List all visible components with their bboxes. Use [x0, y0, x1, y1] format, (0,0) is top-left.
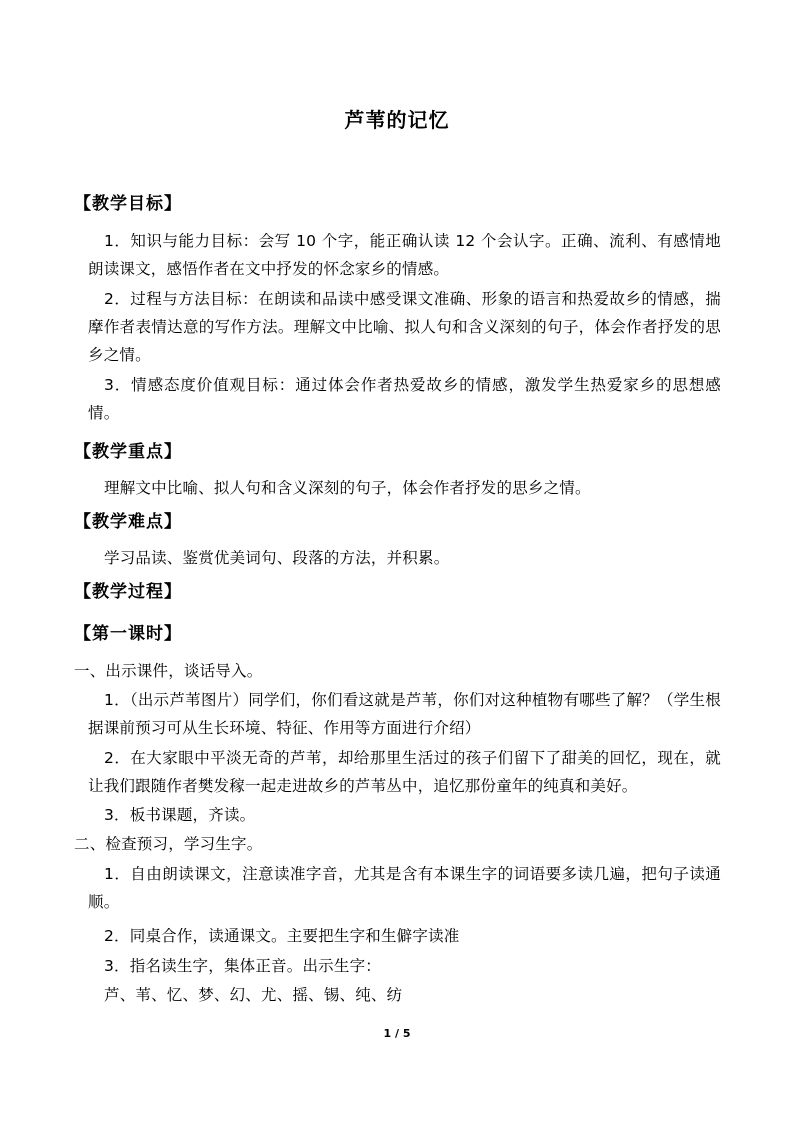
- difficulties-text: 学习品读、鉴赏优美词句、段落的方法，并积累。: [104, 549, 450, 567]
- step-1-item-3: 3．板书课题，齐读。: [104, 806, 256, 824]
- step-1-title: 一、出示课件，谈话导入。: [74, 662, 263, 680]
- step-2-item-3: 3．指名读生字，集体正音。出示生字：: [104, 957, 381, 975]
- section-heading-lesson-1: 【第一课时】: [74, 624, 182, 644]
- new-characters-list: 芦、苇、忆、梦、幻、尤、摇、锡、纯、纺: [104, 986, 403, 1004]
- step-1-item-1: 1．（出示芦苇图片）同学们，你们看这就是芦苇，你们对这种植物有哪些了解？（学生根据课前预习可从生长环境、特征、作用等方面进行介绍）: [88, 691, 721, 737]
- section-heading-key-points: 【教学重点】: [74, 442, 182, 462]
- step-2-item-2: 2．同桌合作，读通课文。主要把生字和生僻字读准: [104, 927, 460, 945]
- section-heading-objectives: 【教学目标】: [74, 194, 182, 214]
- step-2-title: 二、检查预习，学习生字。: [74, 835, 263, 853]
- objective-1-paragraph: 1．知识与能力目标：会写 10 个字，能正确认读 12 个会认字。正确、流利、有感情地朗读课文，感悟作者在文中抒发的怀念家乡的情感。: [88, 232, 721, 278]
- section-heading-process: 【教学过程】: [74, 582, 182, 602]
- section-heading-difficulties: 【教学难点】: [74, 512, 182, 532]
- page-number: 1 / 5: [383, 1027, 411, 1040]
- objective-3-paragraph: 3．情感态度价值观目标：通过体会作者热爱故乡的情感，激发学生热爱家乡的思想感情。: [88, 376, 721, 422]
- key-points-text: 理解文中比喻、拟人句和含义深刻的句子，体会作者抒发的思乡之情。: [104, 479, 591, 497]
- document-title: 芦苇的记忆: [344, 108, 450, 132]
- step-2-item-1: 1．自由朗读课文，注意读准字音，尤其是含有本课生字的词语要多读几遍，把句子读通顺。: [88, 865, 721, 911]
- objective-2-paragraph: 2．过程与方法目标：在朗读和品读中感受课文准确、形象的语言和热爱故乡的情感，揣摩作者表情达意的写作方法。理解文中比喻、拟人句和含义深刻的句子，体会作者抒发的思乡之情。: [88, 290, 721, 364]
- step-1-item-2: 2．在大家眼中平淡无奇的芦苇，却给那里生活过的孩子们留下了甜美的回忆，现在，就让我们跟随作者樊发稼一起走进故乡的芦苇丛中，追忆那份童年的纯真和美好。: [88, 749, 721, 795]
